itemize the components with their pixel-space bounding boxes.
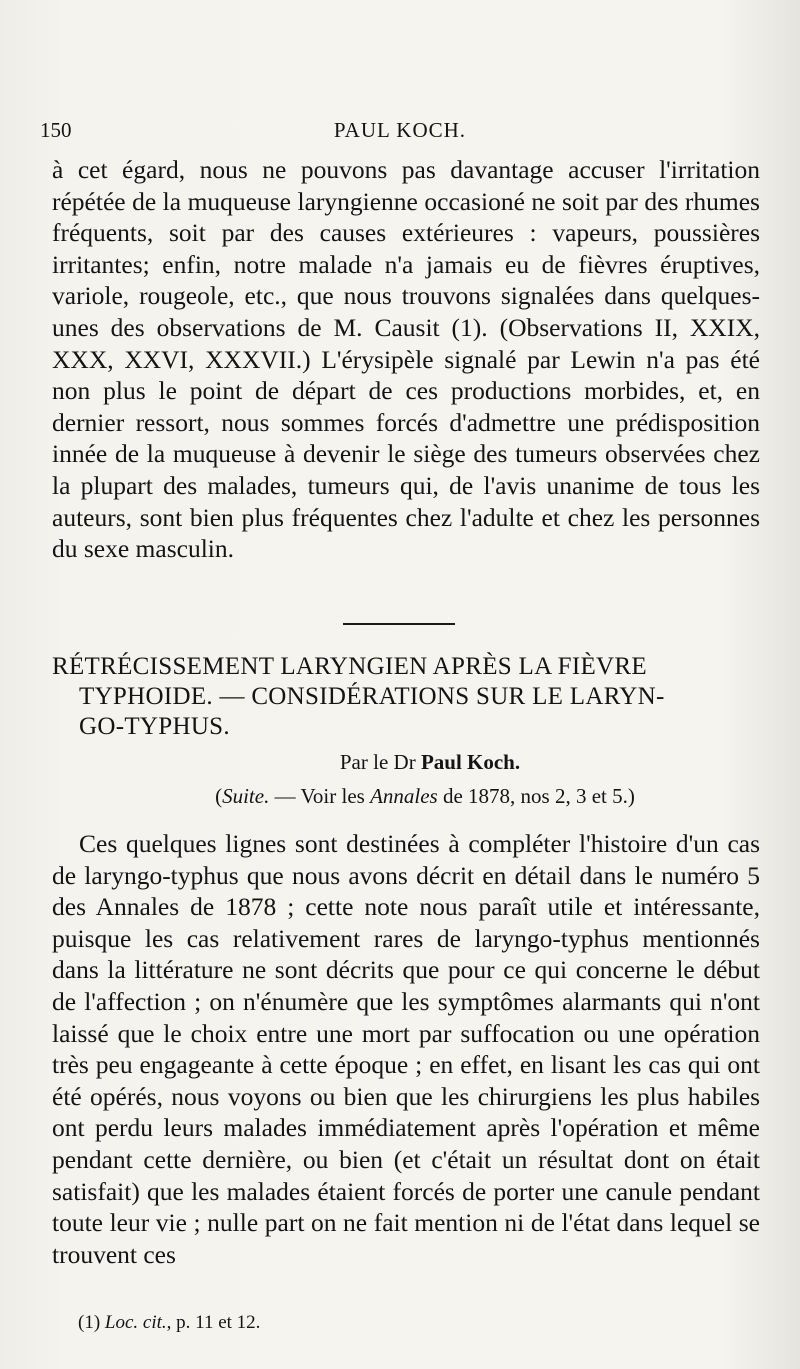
paragraph-main: Ces quelques lignes sont destinées à compléter l'histoire d'un cas de laryngo-typhus que nous avons décrit en détail dans le numéro 5 des Annales de 1878 ; cette note nous paraît utile et intéressante, puisque les cas relativement rares de laryngo-typhus mentionnés dans la littérature ne sont décrits que pour ce qui concerne le début de l'affection ; on n'énumère que les symptômes alarmants qui n'ont laissé que le choix entre une mort par suffocation ou une opération très peu engageante à cette époque ; en effet, en lisant les cas qui ont été opérés, nous voyons ou bien que les chirurgiens les plus habiles ont perdu leurs malades immédiatement après l'opération et même pendant cette dernière, ou bien (et c'était un résultat dont on était satisfait) que les malades étaient forcés de porter une canule pendant toute leur vie ; nulle part on ne fait mention ni de l'état dans lequel se trouvent ces <box>52 829 760 1269</box>
article-title-line-3: GO-TYPHUS. <box>79 713 230 740</box>
running-head <box>40 118 760 148</box>
continuation-rest: de 1878, nos 2, 3 et 5.) <box>437 784 635 808</box>
running-title: PAUL KOCH. <box>333 118 467 142</box>
byline <box>0 750 800 775</box>
page-number: 150 <box>40 118 72 142</box>
footnote-pages: , p. 11 et 12. <box>166 1312 261 1333</box>
article-title-line-1: RÉTRÉCISSEMENT LARYNGIEN APRÈS LA FIÈVRE <box>52 653 647 680</box>
section-divider <box>343 623 455 625</box>
continuation-note <box>0 784 800 809</box>
continuation-open: ( <box>215 784 223 808</box>
byline-prefix: Par le Dr <box>339 750 416 774</box>
footnote-ref: Loc. cit. <box>104 1312 167 1333</box>
article-title <box>52 652 762 742</box>
footnote-marker: (1) <box>78 1312 101 1333</box>
paragraph-top: à cet égard, nous ne pouvons pas davantage accuser l'irritation répétée de la muqueuse laryngienne occasioné ne soit par des rhumes fréquents, soit par des causes extérieures : vapeurs, poussières irritantes; enfin, notre malade n'a jamais eu de fièvres éruptives, variole, rougeole, etc., que nous trouvons signalées dans quelques-unes des observations de M. Causit (1). (Observations II, XXIX, XXX, XXVI, XXXVII.) L'érysipèle signalé par Lewin n'a pas été non plus le point de départ de ces productions morbides, et, en dernier ressort, nous sommes forcés d'admettre une prédisposition innée de la muqueuse à devenir le siège des tumeurs observées chez la plupart des malades, tumeurs qui, de l'avis unanime de tous les auteurs, sont bien plus fréquentes chez l'adulte et chez les personnes du sexe masculin. <box>52 155 760 564</box>
byline-author: Paul Koch. <box>420 750 521 774</box>
footnote <box>78 1312 260 1334</box>
continuation-suite: Suite. <box>222 784 270 808</box>
continuation-middle: — Voir les <box>269 784 371 808</box>
article-title-line-2: TYPHOIDE. — CONSIDÉRATIONS SUR LE LARYN- <box>79 683 665 710</box>
continuation-annales: Annales <box>370 784 438 808</box>
